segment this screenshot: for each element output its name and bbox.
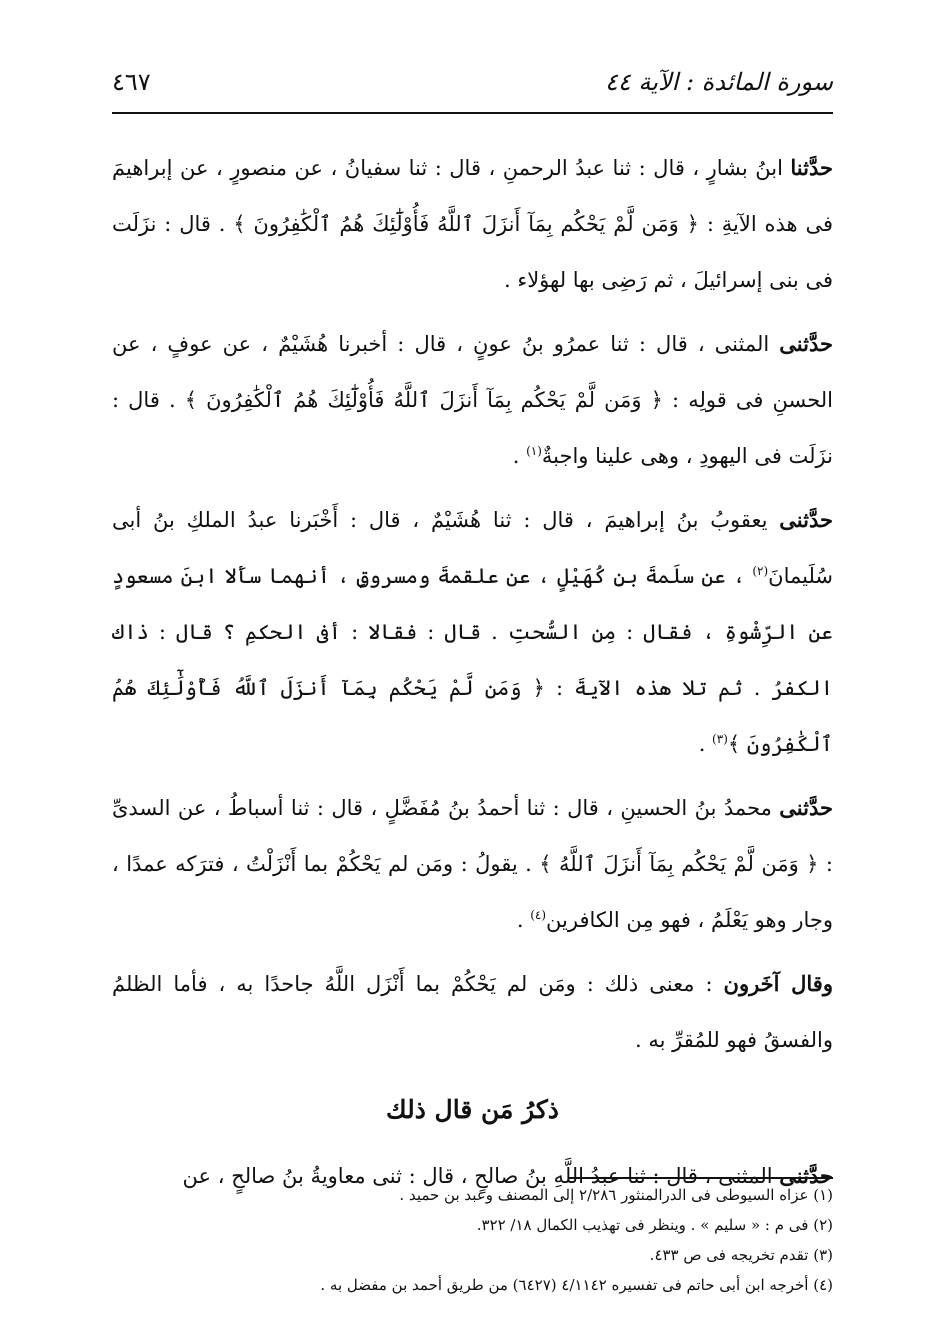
paragraph-4: [112, 780, 833, 948]
paragraph-text: يعقوبُ بنُ إبراهيمَ ، قال : ثنا هُشَيْمٌ ، قال : أَخْبَرنا عبدُ الملكِ بنُ أبى سُلَيمانَ: [112, 508, 833, 588]
quran-verse: ﴿ وَمَن لَّمْ يَحْكُم بِمَآ أَنزَلَ ٱللَّهُ فَأُوْلَٰٓئِكَ هُمُ ٱلْكَٰفِرُونَ ﴾: [112, 676, 833, 756]
footnote-4: (٤) أخرجه ابن أبى حاتم فى تفسيره ٤/١١٤٢ (٦٤٢٧) من طريق أحمد بن مفضل به .: [320, 1276, 833, 1294]
footnote-marker: (٤): [530, 908, 547, 922]
footnote-marker: (١): [526, 444, 542, 458]
footnote-2: (٢) فى م : « سليم » . وينظر فى تهذيب الكمال ١٨/ ٣٢٢.: [476, 1216, 833, 1234]
paragraph-text: المثنى ، قال : ثنا عبدُ اللَّهِ بنُ صالحٍ ، قال : ثنى معاويةُ بنُ صالحٍ ، عن: [182, 1164, 780, 1188]
paragraph-text: . يقولُ : ومَن لم يَحْكُمْ بما أَنْزَلْتُ ، فترَكه عمدًا ، وجار وهو يَعْلَمُ ، فهو مِن الكافرين: [112, 852, 833, 932]
footnote-marker: (٣): [712, 732, 728, 746]
paragraph-text: .: [512, 444, 527, 468]
running-title: سورة المائدة : الآية ٤٤: [605, 68, 833, 96]
footnote-3: (٣) تقدم تخريجه فى ص ٤٣٣.: [649, 1246, 833, 1264]
paragraph-lead: حدَّثنى: [779, 331, 833, 356]
paragraph-text: محمدُ بنُ الحسينِ ، قال : ثنا أحمدُ بنُ مُفَضَّلٍ ، قال : ثنا أسباطُ ، عن السدىِّ :: [112, 796, 833, 876]
paragraph-2: [112, 316, 833, 484]
paragraph-text: المثنى ، قال : ثنا عمرُو بنُ عونٍ ، قال : أخبرنا هُشَيْمٌ ، عن عوفٍ ، عن الحسنِ فى قولِه :: [112, 332, 833, 412]
paragraph-5: [112, 956, 833, 1068]
footnote-1: (١) عزاه السيوطى فى الدرالمنثور ٢/٢٨٦ إلى المصنف وعبد بن حميد .: [399, 1186, 833, 1204]
paragraph-lead: حدَّثنى: [779, 507, 833, 532]
paragraph-3: [112, 492, 833, 772]
paragraph-lead: حدَّثنى: [779, 795, 833, 820]
paragraph-text: . قال : نزَلَت فى بنى إسرائيلَ ، ثم رَضِى بها لهؤلاء .: [112, 212, 833, 292]
quran-verse: ﴿ وَمَن لَّمْ يَحْكُم بِمَآ أَنزَلَ ٱللَّهُ فَأُوْلَٰٓئِكَ هُمُ ٱلْكَٰفِرُونَ ﴾: [184, 388, 663, 412]
paragraph-text: .: [698, 732, 713, 756]
paragraph-text: . قال : نزَلَت فى اليهودِ ، وهى علينا واجبةٌ: [112, 388, 833, 468]
paragraph-text: ابنُ بشارٍ ، قال : ثنا عبدُ الرحمنِ ، قال : ثنا سفيانُ ، عن منصورٍ ، عن إبراهيمَ فى هذه الآيةِ :: [112, 156, 833, 236]
main-text: [112, 140, 833, 1212]
quran-verse: ﴿ وَمَن لَّمْ يَحْكُم بِمَآ أَنزَلَ ٱللَّهُ فَأُوْلَٰٓئِكَ هُمُ ٱلْكَٰفِرُونَ ﴾: [233, 212, 699, 236]
paragraph-1: [112, 140, 833, 308]
page-header: [112, 62, 833, 102]
header-rule: [112, 112, 833, 114]
footnote-marker: (٢): [752, 564, 769, 578]
footnotes: [112, 1180, 833, 1300]
footnote-rule: [568, 1177, 833, 1179]
paragraph-text: ، عن سلَمةَ بنِ كُهَيْلٍ ، عن علقمةَ ومسروقٍ ، أنهما سأَلا ابنَ مسعودٍ عن الرِّشْوةِ ، فقال : مِن السُّحتِ . قال : فقالا : أفى الحكمِ ؟ قال : ذاك الكفرُ . ثم تلا هذه الآيةَ :: [112, 564, 833, 700]
section-heading: ذكرُ مَن قال ذلك: [386, 1095, 559, 1124]
paragraph-lead: حدَّثنا: [790, 155, 833, 180]
paragraph-text: : معنى ذلك : ومَن لم يَحْكُمْ بما أَنْزَل اللَّهُ جاحدًا به ، فأما الظلمُ والفسقُ فهو للمُقرِّ به .: [112, 972, 833, 1052]
paragraph-text: .: [516, 908, 531, 932]
quran-verse: ﴿ وَمَن لَّمْ يَحْكُم بِمَآ أَنزَلَ ٱللَّهُ ﴾: [539, 852, 819, 876]
paragraph-lead: حدَّثنى: [779, 1163, 833, 1188]
paragraph-lead: وقال آخَرون: [723, 971, 833, 996]
page-number: ٤٦٧: [112, 68, 151, 96]
